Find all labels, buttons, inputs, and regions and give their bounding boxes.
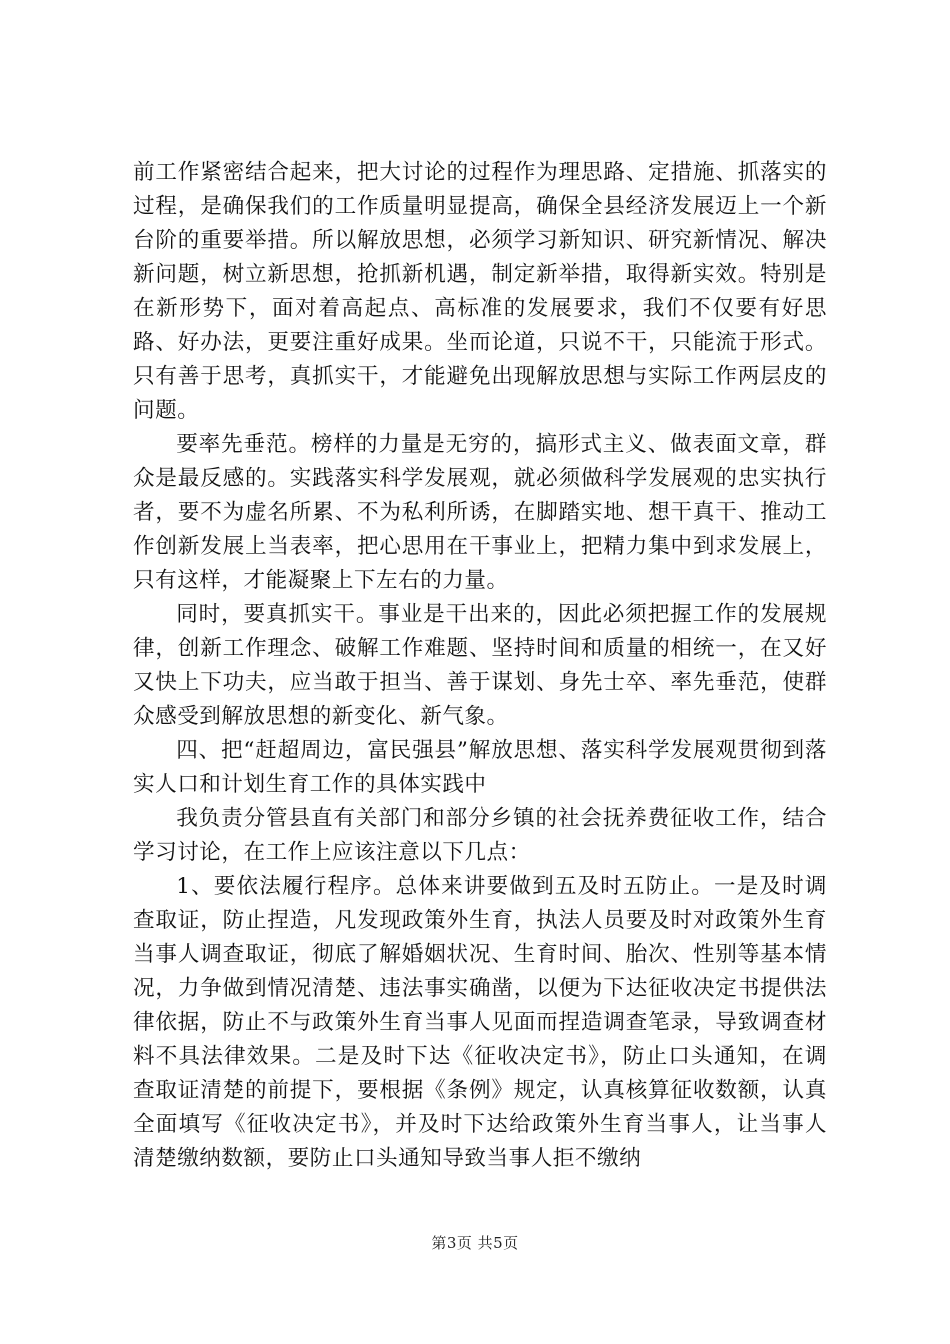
paragraph-continuation: 前工作紧密结合起来，把大讨论的过程作为理思路、定措施、抓落实的过程，是确保我们的工作质量明显提高，确保全县经济发展迈上一个新台阶的重要举措。所以解放思想，必须学习新知识、研究新情况、解决新问题，树立新思想，抢抓新机遇，制定新举措，取得新实效。特别是在新形势下，面对着高起点、高标准的发展要求，我们不仅要有好思路、好办法，更要注重好成果。坐而论道，只说不干，只能流于形式。只有善于思考，真抓实干，才能避免出现解放思想与实际工作两层皮的问题。 xyxy=(133,160,827,423)
document-body xyxy=(133,156,827,1176)
paragraph-point-one: 1、要依法履行程序。总体来讲要做到五及时五防止。一是及时调查取证，防止捏造，凡发现政策外生育，执法人员要及时对政策外生育当事人调查取证，彻底了解婚姻状况、生育时间、胎次、性别等基本情况，力争做到情况清楚、违法事实确凿，以便为下达征收决定书提供法律依据，防止不与政策外生育当事人见面而捏造调查笔录，导致调查材料不具法律效果。二是及时下达《征收决定书》，防止口头通知，在调查取证清楚的前提下，要根据《条例》规定，认真核算征收数额，认真全面填写《征收决定书》，并及时下达给政策外生育当事人，让当事人清楚缴纳数额，要防止口头通知导致当事人拒不缴纳 xyxy=(133,874,827,1171)
page-number-footer: 第3页 共5页 xyxy=(431,1234,519,1252)
paragraph-practical-work: 同时，要真抓实干。事业是干出来的，因此必须把握工作的发展规律，创新工作理念、破解工作难题、坚持时间和质量的相统一，在又好又快上下功夫，应当敢于担当、善于谋划、身先士卒、率先垂范，使群众感受到解放思想的新变化、新气象。 xyxy=(133,602,827,729)
paragraph-lead-by-example: 要率先垂范。榜样的力量是无穷的，搞形式主义、做表面文章，群众是最反感的。实践落实科学发展观，就必须做科学发展观的忠实执行者，要不为虚名所累、不为私利所诱，在脚踏实地、想干真干、推动工作创新发展上当表率，把心思用在干事业上，把精力集中到求发展上，只有这样，才能凝聚上下左右的力量。 xyxy=(133,432,827,593)
section-heading-four: 四、把“赶超周边，富民强县”解放思想、落实科学发展观贯彻到落实人口和计划生育工作的具体实践中 xyxy=(133,738,827,797)
paragraph-responsibility: 我负责分管县直有关部门和部分乡镇的社会抚养费征收工作，结合学习讨论，在工作上应该注意以下几点： xyxy=(133,806,827,865)
